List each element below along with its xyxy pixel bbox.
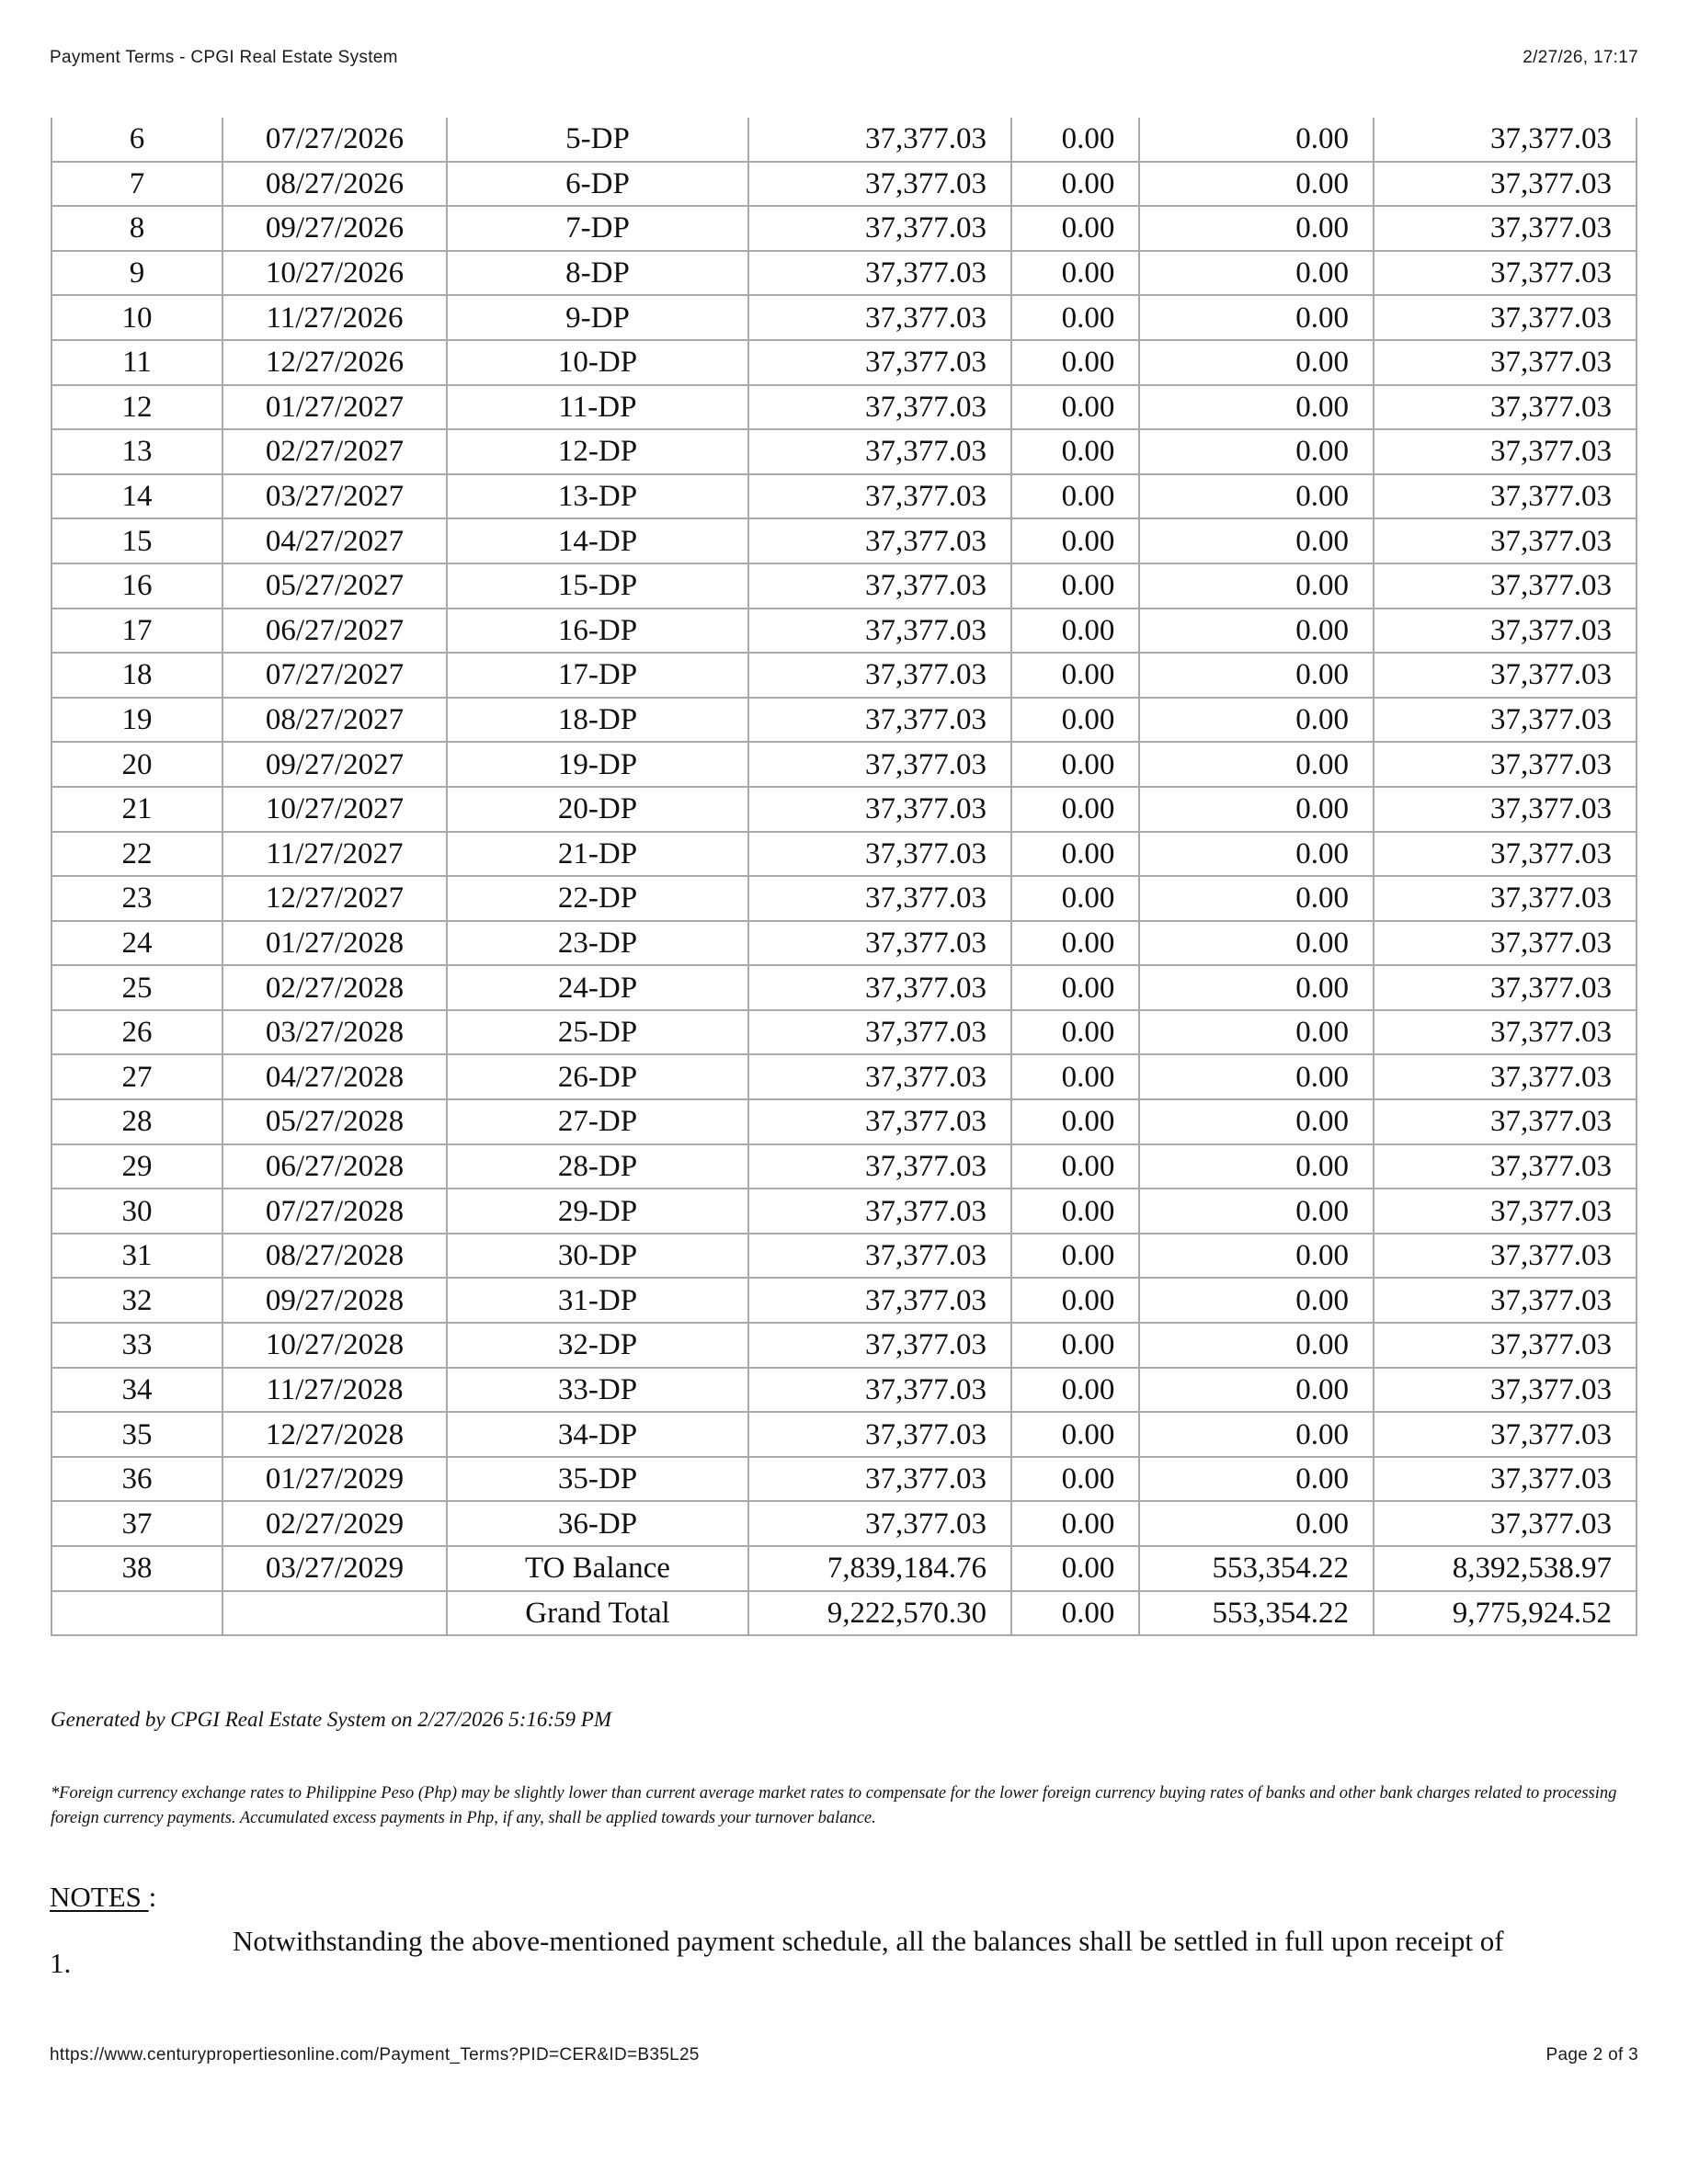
cell-amount-2: 0.00 bbox=[1011, 118, 1139, 162]
table-row bbox=[51, 653, 1637, 698]
cell-amount-3: 0.00 bbox=[1139, 787, 1374, 832]
cell-amount: 9,222,570.30 bbox=[748, 1591, 1011, 1636]
cell-due-date: 05/27/2027 bbox=[222, 563, 447, 609]
cell-amount: 37,377.03 bbox=[748, 563, 1011, 609]
cell-amount-3: 0.00 bbox=[1139, 162, 1374, 207]
cell-total: 37,377.03 bbox=[1374, 340, 1637, 385]
cell-number: 16 bbox=[51, 563, 222, 609]
cell-total: 37,377.03 bbox=[1374, 295, 1637, 340]
notes-heading bbox=[50, 1881, 156, 1914]
table-row bbox=[51, 206, 1637, 251]
cell-total: 37,377.03 bbox=[1374, 118, 1637, 162]
cell-due-date: 11/27/2028 bbox=[222, 1368, 447, 1413]
table-row bbox=[51, 921, 1637, 966]
cell-due-date: 02/27/2028 bbox=[222, 965, 447, 1010]
cell-total: 37,377.03 bbox=[1374, 742, 1637, 787]
notes-heading-colon: : bbox=[148, 1881, 157, 1913]
note-number: 1. bbox=[50, 1947, 72, 1979]
cell-description: Grand Total bbox=[447, 1591, 748, 1636]
cell-amount: 37,377.03 bbox=[748, 340, 1011, 385]
cell-due-date: 01/27/2028 bbox=[222, 921, 447, 966]
cell-amount: 37,377.03 bbox=[748, 385, 1011, 430]
cell-number: 33 bbox=[51, 1323, 222, 1368]
cell-amount-2: 0.00 bbox=[1011, 563, 1139, 609]
cell-description: 22-DP bbox=[447, 876, 748, 921]
table-row bbox=[51, 1010, 1637, 1055]
cell-description: 13-DP bbox=[447, 474, 748, 519]
cell-description: 7-DP bbox=[447, 206, 748, 251]
cell-due-date: 02/27/2029 bbox=[222, 1501, 447, 1546]
cell-amount-3: 0.00 bbox=[1139, 474, 1374, 519]
cell-number: 13 bbox=[51, 429, 222, 474]
table-row bbox=[51, 1234, 1637, 1279]
cell-description: 20-DP bbox=[447, 787, 748, 832]
cell-amount-3: 0.00 bbox=[1139, 1099, 1374, 1144]
cell-total: 8,392,538.97 bbox=[1374, 1546, 1637, 1591]
cell-amount-2: 0.00 bbox=[1011, 609, 1139, 654]
cell-amount: 37,377.03 bbox=[748, 1368, 1011, 1413]
cell-due-date: 08/27/2026 bbox=[222, 162, 447, 207]
cell-description: 26-DP bbox=[447, 1054, 748, 1099]
cell-amount: 37,377.03 bbox=[748, 1144, 1011, 1189]
cell-amount: 37,377.03 bbox=[748, 1099, 1011, 1144]
cell-due-date: 10/27/2026 bbox=[222, 251, 447, 296]
cell-number: 20 bbox=[51, 742, 222, 787]
cell-total: 37,377.03 bbox=[1374, 1144, 1637, 1189]
cell-amount-2: 0.00 bbox=[1011, 653, 1139, 698]
cell-description: 35-DP bbox=[447, 1457, 748, 1502]
cell-amount-3: 553,354.22 bbox=[1139, 1591, 1374, 1636]
cell-amount-2: 0.00 bbox=[1011, 1457, 1139, 1502]
cell-amount-3: 0.00 bbox=[1139, 340, 1374, 385]
cell-amount-3: 0.00 bbox=[1139, 1501, 1374, 1546]
table-row bbox=[51, 1323, 1637, 1368]
payment-schedule-table bbox=[51, 118, 1637, 1636]
cell-due-date: 09/27/2026 bbox=[222, 206, 447, 251]
cell-amount-2: 0.00 bbox=[1011, 1234, 1139, 1279]
cell-number: 8 bbox=[51, 206, 222, 251]
cell-description: 18-DP bbox=[447, 698, 748, 743]
cell-amount: 37,377.03 bbox=[748, 518, 1011, 563]
cell-amount-3: 0.00 bbox=[1139, 1457, 1374, 1502]
table-row bbox=[51, 1144, 1637, 1189]
cell-description: 15-DP bbox=[447, 563, 748, 609]
cell-amount-3: 0.00 bbox=[1139, 1368, 1374, 1413]
cell-amount-3: 0.00 bbox=[1139, 118, 1374, 162]
cell-number: 31 bbox=[51, 1234, 222, 1279]
cell-due-date: 07/27/2027 bbox=[222, 653, 447, 698]
cell-amount-2: 0.00 bbox=[1011, 1144, 1139, 1189]
cell-total: 37,377.03 bbox=[1374, 1501, 1637, 1546]
cell-amount-2: 0.00 bbox=[1011, 1591, 1139, 1636]
cell-due-date: 08/27/2027 bbox=[222, 698, 447, 743]
cell-total: 37,377.03 bbox=[1374, 563, 1637, 609]
cell-number: 10 bbox=[51, 295, 222, 340]
cell-number: 15 bbox=[51, 518, 222, 563]
cell-amount-2: 0.00 bbox=[1011, 787, 1139, 832]
grand-total-row bbox=[51, 1591, 1637, 1636]
cell-amount-3: 0.00 bbox=[1139, 206, 1374, 251]
cell-amount-3: 0.00 bbox=[1139, 563, 1374, 609]
cell-description: 17-DP bbox=[447, 653, 748, 698]
table-row bbox=[51, 1412, 1637, 1457]
cell-description: 33-DP bbox=[447, 1368, 748, 1413]
table-row bbox=[51, 340, 1637, 385]
cell-amount-2: 0.00 bbox=[1011, 921, 1139, 966]
cell-amount-3: 0.00 bbox=[1139, 1144, 1374, 1189]
cell-number: 11 bbox=[51, 340, 222, 385]
cell-description: 34-DP bbox=[447, 1412, 748, 1457]
cell-number: 27 bbox=[51, 1054, 222, 1099]
cell-description: 11-DP bbox=[447, 385, 748, 430]
cell-description: 32-DP bbox=[447, 1323, 748, 1368]
cell-due-date bbox=[222, 1591, 447, 1636]
cell-number: 36 bbox=[51, 1457, 222, 1502]
cell-total: 9,775,924.52 bbox=[1374, 1591, 1637, 1636]
cell-number: 29 bbox=[51, 1144, 222, 1189]
print-header-datetime: 2/27/26, 17:17 bbox=[1523, 48, 1638, 67]
cell-description: 28-DP bbox=[447, 1144, 748, 1189]
cell-due-date: 11/27/2027 bbox=[222, 832, 447, 877]
cell-total: 37,377.03 bbox=[1374, 1368, 1637, 1413]
cell-total: 37,377.03 bbox=[1374, 385, 1637, 430]
cell-due-date: 03/27/2029 bbox=[222, 1546, 447, 1591]
cell-number bbox=[51, 1591, 222, 1636]
cell-number: 12 bbox=[51, 385, 222, 430]
cell-amount: 37,377.03 bbox=[748, 921, 1011, 966]
cell-amount: 37,377.03 bbox=[748, 1457, 1011, 1502]
cell-amount-2: 0.00 bbox=[1011, 1546, 1139, 1591]
cell-number: 35 bbox=[51, 1412, 222, 1457]
table-row bbox=[51, 118, 1637, 162]
cell-total: 37,377.03 bbox=[1374, 1234, 1637, 1279]
cell-due-date: 01/27/2027 bbox=[222, 385, 447, 430]
table-row bbox=[51, 162, 1637, 207]
cell-total: 37,377.03 bbox=[1374, 1278, 1637, 1323]
cell-number: 34 bbox=[51, 1368, 222, 1413]
cell-due-date: 12/27/2027 bbox=[222, 876, 447, 921]
cell-amount-2: 0.00 bbox=[1011, 876, 1139, 921]
cell-total: 37,377.03 bbox=[1374, 787, 1637, 832]
cell-due-date: 12/27/2028 bbox=[222, 1412, 447, 1457]
cell-number: 38 bbox=[51, 1546, 222, 1591]
cell-amount: 37,377.03 bbox=[748, 1412, 1011, 1457]
cell-number: 28 bbox=[51, 1099, 222, 1144]
cell-due-date: 04/27/2027 bbox=[222, 518, 447, 563]
cell-total: 37,377.03 bbox=[1374, 162, 1637, 207]
cell-total: 37,377.03 bbox=[1374, 429, 1637, 474]
cell-description: 24-DP bbox=[447, 965, 748, 1010]
cell-amount: 37,377.03 bbox=[748, 609, 1011, 654]
table-row bbox=[51, 965, 1637, 1010]
currency-footnote: *Foreign currency exchange rates to Philippine Peso (Php) may be slightly lower than current average market rates to compensate for the lower foreign currency buying rates of banks and other bank charges related to processing foreign currency payments. Accumulated excess payments in Php, if any, shall be applied towards your turnover balance. bbox=[51, 1784, 1617, 1827]
cell-total: 37,377.03 bbox=[1374, 1099, 1637, 1144]
cell-due-date: 07/27/2026 bbox=[222, 118, 447, 162]
cell-amount-3: 0.00 bbox=[1139, 518, 1374, 563]
cell-amount-3: 0.00 bbox=[1139, 295, 1374, 340]
cell-amount-2: 0.00 bbox=[1011, 1323, 1139, 1368]
cell-number: 19 bbox=[51, 698, 222, 743]
cell-description: 27-DP bbox=[447, 1099, 748, 1144]
cell-number: 32 bbox=[51, 1278, 222, 1323]
cell-number: 17 bbox=[51, 609, 222, 654]
cell-total: 37,377.03 bbox=[1374, 251, 1637, 296]
cell-amount-2: 0.00 bbox=[1011, 340, 1139, 385]
cell-due-date: 10/27/2028 bbox=[222, 1323, 447, 1368]
cell-due-date: 11/27/2026 bbox=[222, 295, 447, 340]
cell-due-date: 09/27/2027 bbox=[222, 742, 447, 787]
cell-description: 29-DP bbox=[447, 1189, 748, 1234]
cell-total: 37,377.03 bbox=[1374, 609, 1637, 654]
cell-description: 36-DP bbox=[447, 1501, 748, 1546]
cell-amount-2: 0.00 bbox=[1011, 1501, 1139, 1546]
table-row bbox=[51, 1054, 1637, 1099]
cell-total: 37,377.03 bbox=[1374, 653, 1637, 698]
table-row bbox=[51, 1501, 1637, 1546]
cell-amount-2: 0.00 bbox=[1011, 1099, 1139, 1144]
print-header-title: Payment Terms - CPGI Real Estate System bbox=[50, 48, 398, 67]
cell-amount-3: 0.00 bbox=[1139, 876, 1374, 921]
note-text: Notwithstanding the above-mentioned payment schedule, all the balances shall be settled in full upon receipt of bbox=[233, 1925, 1504, 1957]
cell-amount-2: 0.00 bbox=[1011, 474, 1139, 519]
cell-due-date: 01/27/2029 bbox=[222, 1457, 447, 1502]
cell-amount: 37,377.03 bbox=[748, 832, 1011, 877]
cell-due-date: 02/27/2027 bbox=[222, 429, 447, 474]
cell-amount: 37,377.03 bbox=[748, 1323, 1011, 1368]
cell-amount-3: 0.00 bbox=[1139, 698, 1374, 743]
cell-amount-3: 0.00 bbox=[1139, 1323, 1374, 1368]
table-row bbox=[51, 474, 1637, 519]
cell-description: 12-DP bbox=[447, 429, 748, 474]
cell-description: 31-DP bbox=[447, 1278, 748, 1323]
cell-amount-2: 0.00 bbox=[1011, 206, 1139, 251]
cell-number: 21 bbox=[51, 787, 222, 832]
cell-amount-2: 0.00 bbox=[1011, 385, 1139, 430]
cell-description: 10-DP bbox=[447, 340, 748, 385]
cell-amount-2: 0.00 bbox=[1011, 1278, 1139, 1323]
table-row bbox=[51, 429, 1637, 474]
cell-amount: 37,377.03 bbox=[748, 295, 1011, 340]
cell-total: 37,377.03 bbox=[1374, 1323, 1637, 1368]
cell-amount-3: 0.00 bbox=[1139, 1054, 1374, 1099]
cell-number: 6 bbox=[51, 118, 222, 162]
table-row bbox=[51, 787, 1637, 832]
notes-heading-label: NOTES bbox=[50, 1881, 149, 1913]
cell-amount: 37,377.03 bbox=[748, 1278, 1011, 1323]
cell-amount-3: 0.00 bbox=[1139, 1010, 1374, 1055]
table-row bbox=[51, 1457, 1637, 1502]
cell-amount: 37,377.03 bbox=[748, 1010, 1011, 1055]
cell-total: 37,377.03 bbox=[1374, 206, 1637, 251]
cell-number: 37 bbox=[51, 1501, 222, 1546]
cell-due-date: 04/27/2028 bbox=[222, 1054, 447, 1099]
cell-description: 6-DP bbox=[447, 162, 748, 207]
cell-amount-3: 0.00 bbox=[1139, 385, 1374, 430]
cell-amount-2: 0.00 bbox=[1011, 965, 1139, 1010]
cell-due-date: 12/27/2026 bbox=[222, 340, 447, 385]
table-row bbox=[51, 1278, 1637, 1323]
cell-amount-3: 0.00 bbox=[1139, 742, 1374, 787]
cell-amount: 7,839,184.76 bbox=[748, 1546, 1011, 1591]
cell-total: 37,377.03 bbox=[1374, 1457, 1637, 1502]
cell-amount-2: 0.00 bbox=[1011, 742, 1139, 787]
cell-total: 37,377.03 bbox=[1374, 518, 1637, 563]
cell-number: 14 bbox=[51, 474, 222, 519]
cell-number: 22 bbox=[51, 832, 222, 877]
table-row bbox=[51, 251, 1637, 296]
payment-schedule-body bbox=[51, 118, 1637, 1635]
table-row bbox=[51, 1099, 1637, 1144]
cell-amount-3: 0.00 bbox=[1139, 251, 1374, 296]
cell-due-date: 05/27/2028 bbox=[222, 1099, 447, 1144]
cell-description: 16-DP bbox=[447, 609, 748, 654]
cell-number: 26 bbox=[51, 1010, 222, 1055]
cell-amount: 37,377.03 bbox=[748, 206, 1011, 251]
cell-amount-2: 0.00 bbox=[1011, 518, 1139, 563]
table-row bbox=[51, 1546, 1637, 1591]
cell-amount: 37,377.03 bbox=[748, 965, 1011, 1010]
cell-number: 9 bbox=[51, 251, 222, 296]
cell-number: 7 bbox=[51, 162, 222, 207]
table-row bbox=[51, 385, 1637, 430]
cell-description: 14-DP bbox=[447, 518, 748, 563]
cell-amount-3: 0.00 bbox=[1139, 965, 1374, 1010]
table-row bbox=[51, 518, 1637, 563]
cell-amount-3: 0.00 bbox=[1139, 832, 1374, 877]
cell-amount-3: 0.00 bbox=[1139, 921, 1374, 966]
cell-amount: 37,377.03 bbox=[748, 653, 1011, 698]
cell-total: 37,377.03 bbox=[1374, 921, 1637, 966]
table-row bbox=[51, 698, 1637, 743]
cell-total: 37,377.03 bbox=[1374, 965, 1637, 1010]
cell-due-date: 06/27/2028 bbox=[222, 1144, 447, 1189]
cell-number: 25 bbox=[51, 965, 222, 1010]
cell-number: 18 bbox=[51, 653, 222, 698]
cell-description: 19-DP bbox=[447, 742, 748, 787]
cell-amount: 37,377.03 bbox=[748, 429, 1011, 474]
cell-amount-3: 0.00 bbox=[1139, 653, 1374, 698]
cell-amount-2: 0.00 bbox=[1011, 295, 1139, 340]
cell-amount-2: 0.00 bbox=[1011, 1189, 1139, 1234]
cell-due-date: 03/27/2028 bbox=[222, 1010, 447, 1055]
cell-total: 37,377.03 bbox=[1374, 698, 1637, 743]
table-row bbox=[51, 1368, 1637, 1413]
table-row bbox=[51, 295, 1637, 340]
cell-amount-2: 0.00 bbox=[1011, 1368, 1139, 1413]
cell-amount-2: 0.00 bbox=[1011, 1010, 1139, 1055]
cell-due-date: 06/27/2027 bbox=[222, 609, 447, 654]
cell-due-date: 09/27/2028 bbox=[222, 1278, 447, 1323]
cell-amount-3: 0.00 bbox=[1139, 1189, 1374, 1234]
cell-amount-3: 553,354.22 bbox=[1139, 1546, 1374, 1591]
generated-by-text: Generated by CPGI Real Estate System on 2/27/2026 5:16:59 PM bbox=[51, 1708, 612, 1731]
table-row bbox=[51, 609, 1637, 654]
table-row bbox=[51, 876, 1637, 921]
cell-due-date: 10/27/2027 bbox=[222, 787, 447, 832]
cell-total: 37,377.03 bbox=[1374, 1010, 1637, 1055]
cell-amount: 37,377.03 bbox=[748, 787, 1011, 832]
cell-amount-2: 0.00 bbox=[1011, 698, 1139, 743]
cell-amount-3: 0.00 bbox=[1139, 1412, 1374, 1457]
cell-description: TO Balance bbox=[447, 1546, 748, 1591]
cell-total: 37,377.03 bbox=[1374, 1054, 1637, 1099]
cell-amount-2: 0.00 bbox=[1011, 1412, 1139, 1457]
cell-due-date: 08/27/2028 bbox=[222, 1234, 447, 1279]
cell-total: 37,377.03 bbox=[1374, 1189, 1637, 1234]
table-row bbox=[51, 832, 1637, 877]
cell-description: 23-DP bbox=[447, 921, 748, 966]
print-footer-url: https://www.centurypropertiesonline.com/Payment_Terms?PID=CER&ID=B35L25 bbox=[50, 2045, 700, 2065]
cell-total: 37,377.03 bbox=[1374, 832, 1637, 877]
cell-amount: 37,377.03 bbox=[748, 698, 1011, 743]
cell-due-date: 07/27/2028 bbox=[222, 1189, 447, 1234]
cell-description: 5-DP bbox=[447, 118, 748, 162]
cell-amount-2: 0.00 bbox=[1011, 1054, 1139, 1099]
cell-description: 30-DP bbox=[447, 1234, 748, 1279]
cell-amount: 37,377.03 bbox=[748, 251, 1011, 296]
cell-total: 37,377.03 bbox=[1374, 474, 1637, 519]
table-row bbox=[51, 742, 1637, 787]
cell-amount-2: 0.00 bbox=[1011, 832, 1139, 877]
cell-amount-3: 0.00 bbox=[1139, 1278, 1374, 1323]
cell-amount: 37,377.03 bbox=[748, 162, 1011, 207]
table-row bbox=[51, 563, 1637, 609]
cell-amount-2: 0.00 bbox=[1011, 429, 1139, 474]
print-footer-page: Page 2 of 3 bbox=[1545, 2045, 1638, 2065]
cell-due-date: 03/27/2027 bbox=[222, 474, 447, 519]
cell-amount-3: 0.00 bbox=[1139, 429, 1374, 474]
cell-amount: 37,377.03 bbox=[748, 118, 1011, 162]
cell-number: 30 bbox=[51, 1189, 222, 1234]
cell-amount: 37,377.03 bbox=[748, 1189, 1011, 1234]
cell-amount: 37,377.03 bbox=[748, 742, 1011, 787]
cell-amount-2: 0.00 bbox=[1011, 162, 1139, 207]
cell-amount-3: 0.00 bbox=[1139, 609, 1374, 654]
cell-description: 25-DP bbox=[447, 1010, 748, 1055]
cell-amount-2: 0.00 bbox=[1011, 251, 1139, 296]
cell-amount-3: 0.00 bbox=[1139, 1234, 1374, 1279]
cell-amount: 37,377.03 bbox=[748, 876, 1011, 921]
cell-number: 24 bbox=[51, 921, 222, 966]
cell-total: 37,377.03 bbox=[1374, 876, 1637, 921]
cell-number: 23 bbox=[51, 876, 222, 921]
cell-description: 9-DP bbox=[447, 295, 748, 340]
cell-amount: 37,377.03 bbox=[748, 1234, 1011, 1279]
cell-description: 8-DP bbox=[447, 251, 748, 296]
cell-amount: 37,377.03 bbox=[748, 474, 1011, 519]
cell-amount: 37,377.03 bbox=[748, 1054, 1011, 1099]
table-row bbox=[51, 1189, 1637, 1234]
cell-amount: 37,377.03 bbox=[748, 1501, 1011, 1546]
cell-total: 37,377.03 bbox=[1374, 1412, 1637, 1457]
cell-description: 21-DP bbox=[447, 832, 748, 877]
